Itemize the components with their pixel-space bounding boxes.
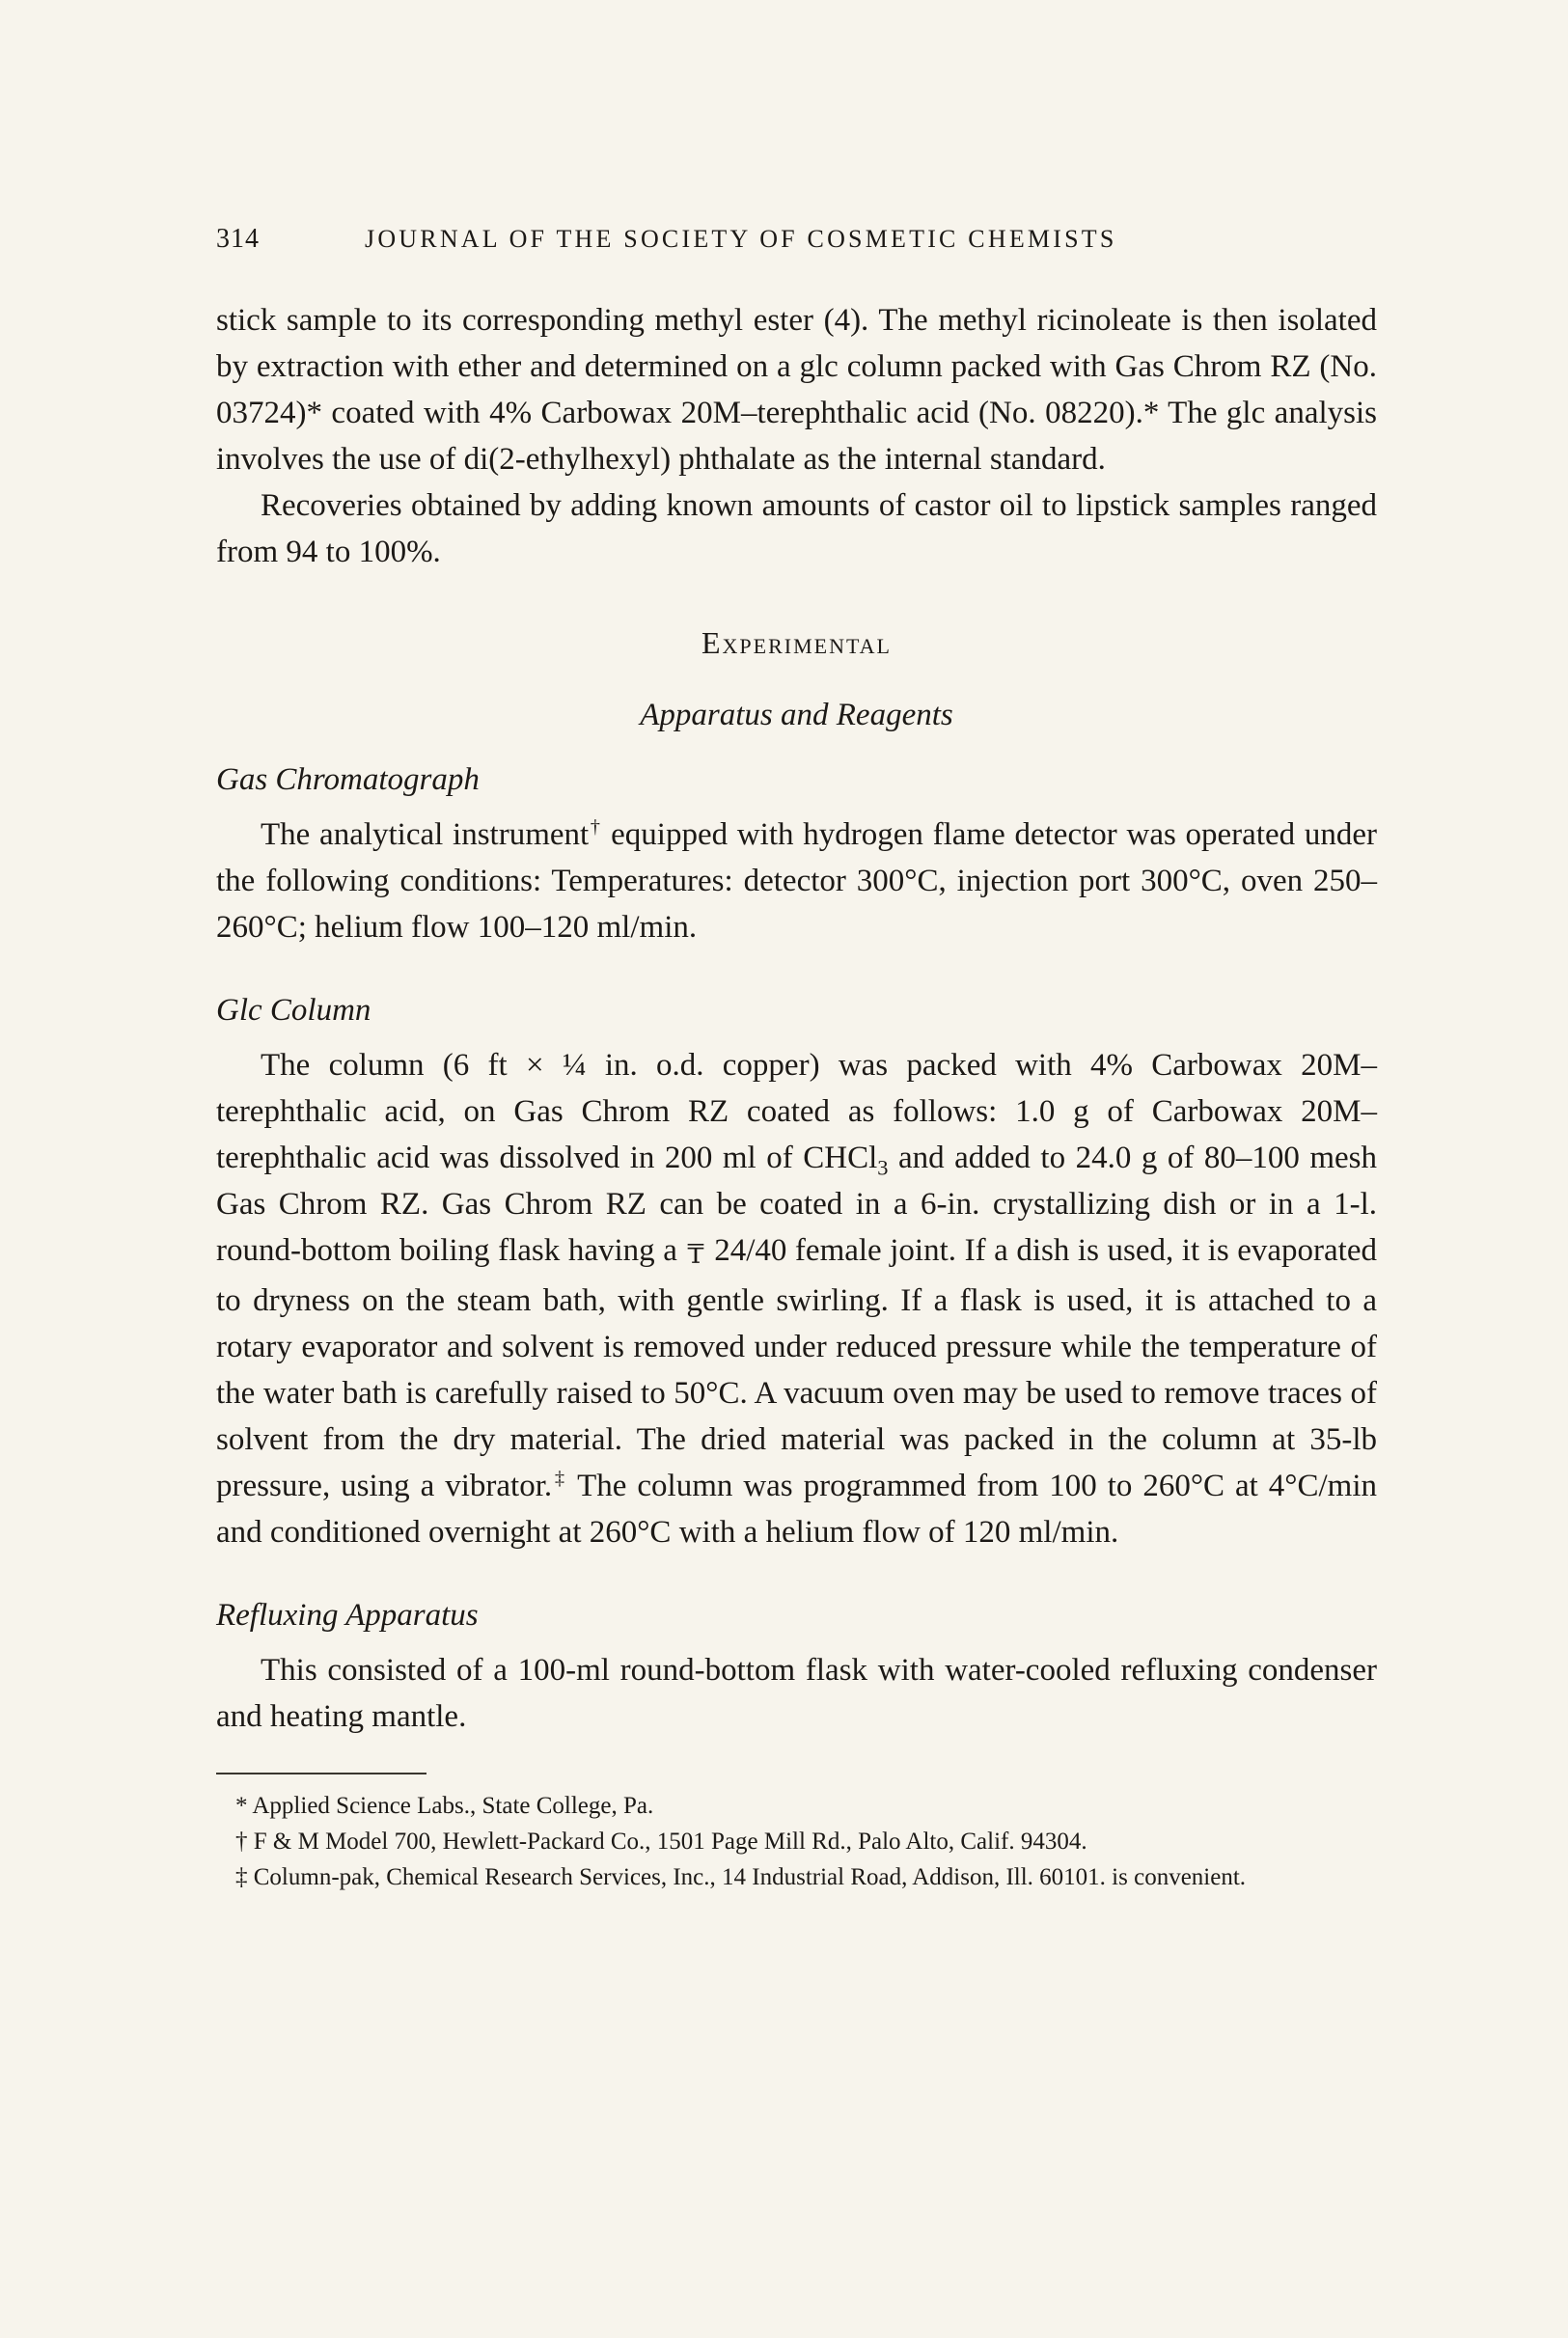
glc-text-continued: and added to 24.0 g of 80–100 mesh Gas Chrom RZ. Gas Chrom RZ can be coated in a 6-in. crystallizing dish or in a 1-l. round-bottom boiling flask having a bbox=[216, 1141, 1377, 1268]
glc-text-continued-2: 24/40 female joint. If a dish is used, it is evaporated to dryness on the steam bath, with gentle swirling. If a flask is used, it is attached to a rotary evaporator and solvent is removed under reduced pressure while the temperature of the water bath is carefully raised to 50°C. A vacuum oven may be used to remove traces of solvent from the dry material. The dried material was packed in the column at 35-lb pressure, using a vibrator. bbox=[216, 1233, 1377, 1503]
glc-text: The column (6 ft × ¼ in. o.d. copper) was packed with 4% Carbowax 20M–terephthalic acid, on Gas Chrom RZ coated as follows: 1.0 g of Carbowax 20M–terephthalic acid was dissolved in 200 ml of CHCl bbox=[216, 1048, 1377, 1175]
article-body bbox=[216, 297, 1377, 1740]
paragraph-glc-column bbox=[216, 1042, 1377, 1555]
glc-text-continued-3: The column was programmed from 100 to 260°C at 4°C/min and conditioned overnight at 260°C with a helium flow of 120 ml/min. bbox=[216, 1469, 1377, 1550]
double-dagger-footnote-mark: ‡ bbox=[552, 1468, 567, 1489]
standard-taper-joint-symbol: ₸ bbox=[687, 1240, 704, 1269]
side-heading-gas-chromatograph: Gas Chromatograph bbox=[216, 762, 480, 797]
chemical-subscript: 3 bbox=[877, 1155, 889, 1180]
subsection-heading-apparatus: Apparatus and Reagents bbox=[640, 698, 953, 732]
journal-title: JOURNAL OF THE SOCIETY OF COSMETIC CHEMISTS bbox=[365, 225, 1117, 253]
gc-text: The analytical instrument bbox=[261, 817, 590, 852]
running-head bbox=[216, 224, 1377, 255]
page-number: 314 bbox=[216, 224, 260, 254]
paragraph-gas-chromatograph bbox=[216, 811, 1377, 950]
side-heading-glc-column: Glc Column bbox=[216, 993, 371, 1028]
gc-text-continued: equipped with hydrogen flame detector was operated under the following conditions: Temperatures: detector 300°C, injection port 300°C, oven 250–260°C; helium flow 100–120 ml/min. bbox=[216, 817, 1378, 945]
footnote-divider bbox=[216, 1773, 426, 1774]
side-heading-refluxing-apparatus: Refluxing Apparatus bbox=[216, 1598, 479, 1633]
footnote-asterisk: * Applied Science Labs., State College, Pa. bbox=[235, 1793, 654, 1819]
section-heading-experimental: Experimental bbox=[701, 625, 892, 660]
dagger-footnote-mark: † bbox=[589, 816, 602, 838]
footnote-double-dagger: ‡ Column-pak, Chemical Research Services, Inc., 14 Industrial Road, Addison, Ill. 60101. is convenient. bbox=[235, 1864, 1247, 1890]
paragraph-recoveries: Recoveries obtained by adding known amounts of castor oil to lipstick samples ranged from 94 to 100%. bbox=[216, 488, 1377, 569]
footnote-dagger: † F & M Model 700, Hewlett-Packard Co., 1501 Page Mill Rd., Palo Alto, Calif. 94304. bbox=[235, 1829, 1087, 1855]
paragraph-continuation: stick sample to its corresponding methyl ester (4). The methyl ricinoleate is then isolated by extraction with ether and determined on a glc column packed with Gas Chrom RZ (No. 03724)* coated with 4% Carbowax 20M–terephthalic acid (No. 08220).* The glc analysis involves the use of di(2-ethylhexyl) phthalate as the internal standard. bbox=[216, 303, 1377, 477]
paragraph-refluxing: This consisted of a 100-ml round-bottom flask with water-cooled refluxing condenser and heating mantle. bbox=[216, 1653, 1377, 1734]
footnotes-section bbox=[216, 1773, 1377, 1895]
